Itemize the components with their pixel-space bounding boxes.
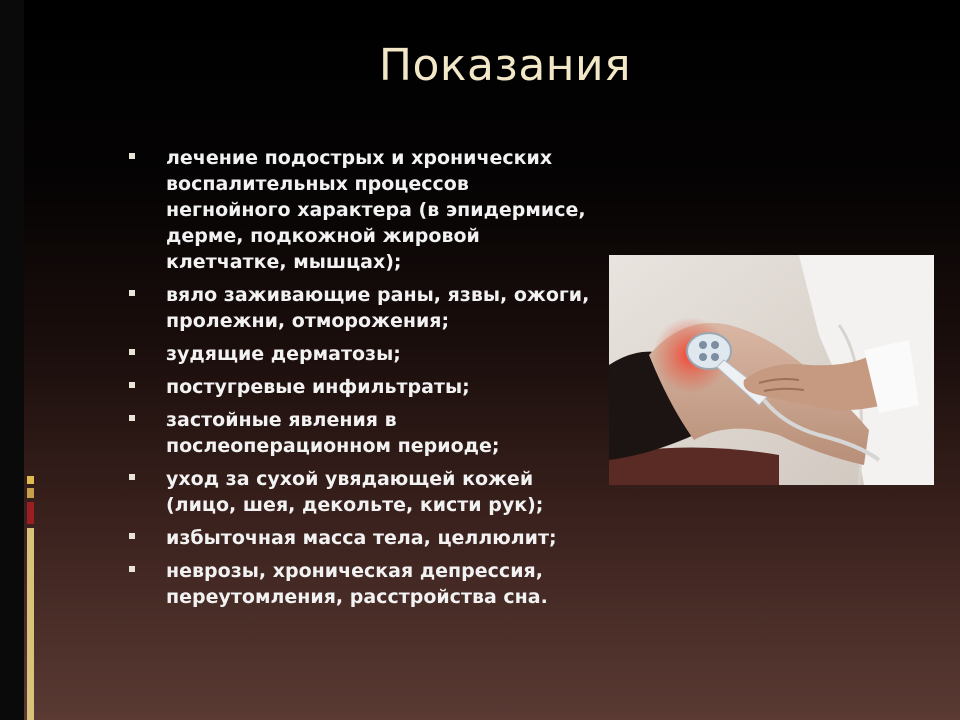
list-item: [126, 282, 596, 334]
accent-bar-gold-long: [27, 528, 34, 720]
list-item-text: постугревые инфильтраты;: [166, 376, 470, 398]
list-item-text: неврозы, хроническая депрессия, переутомления, расстройства сна.: [166, 560, 548, 608]
list-item-text: лечение подострых и хронических воспалительных процессов негнойного характера (в эпидермисе, дерме, подкожной жировой клетчатке, мышцах);: [166, 147, 586, 273]
list-item-text: избыточная масса тела, целлюлит;: [166, 527, 557, 549]
list-item-text: уход за сухой увядающей кожей (лицо, шея, декольте, кисти рук);: [166, 468, 544, 516]
square-bullet-icon: [129, 349, 135, 355]
list-item-text: зудящие дерматозы;: [166, 343, 401, 365]
indications-list: [126, 145, 596, 617]
square-bullet-icon: [129, 474, 135, 480]
accent-bar-gold-small: [27, 476, 34, 484]
list-item: [126, 558, 596, 610]
square-bullet-icon: [129, 382, 135, 388]
square-bullet-icon: [129, 566, 135, 572]
accent-bar-red: [27, 502, 34, 524]
list-item-text: вяло заживающие раны, язвы, ожоги, пролежни, отморожения;: [166, 284, 590, 332]
square-bullet-icon: [129, 153, 135, 159]
treatment-photo: [609, 255, 934, 485]
list-item: [126, 525, 596, 551]
accent-bar-gold: [27, 488, 34, 498]
list-item: [126, 341, 596, 367]
square-bullet-icon: [129, 533, 135, 539]
left-dark-strip: [0, 0, 24, 720]
square-bullet-icon: [129, 415, 135, 421]
list-item: [126, 145, 596, 275]
list-item: [126, 374, 596, 400]
list-item: [126, 407, 596, 459]
list-item: [126, 466, 596, 518]
list-item-text: застойные явления в послеоперационном периоде;: [166, 409, 500, 457]
square-bullet-icon: [129, 290, 135, 296]
slide-title: Показания: [378, 40, 632, 91]
